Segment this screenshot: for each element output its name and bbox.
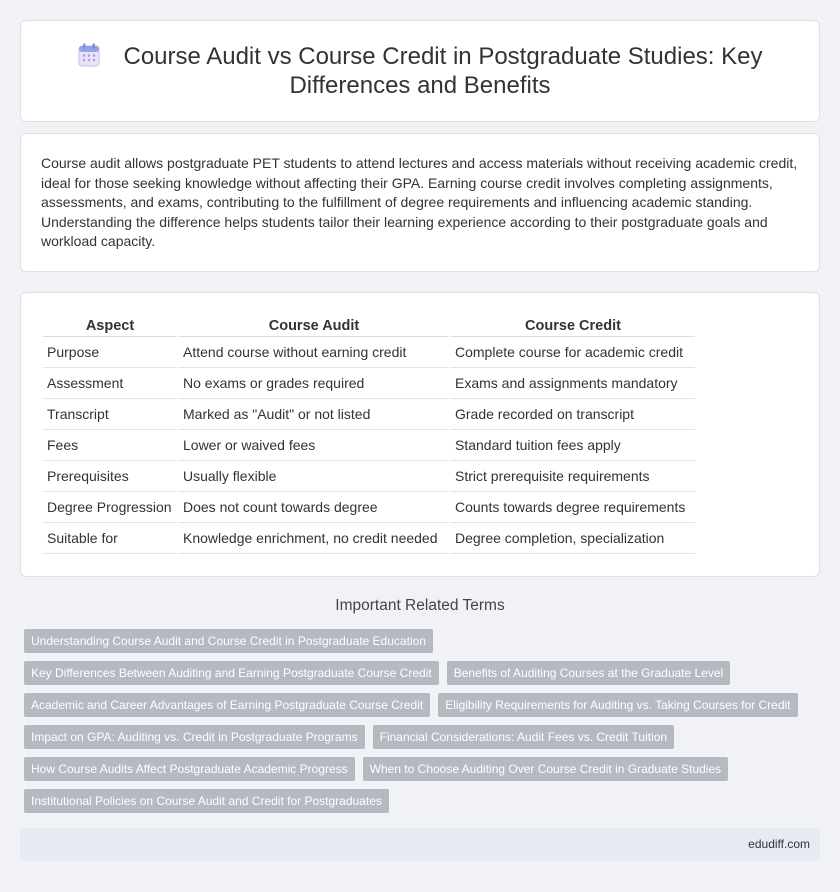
cell-credit: Complete course for academic credit (451, 337, 695, 368)
cell-audit: Knowledge enrichment, no credit needed (179, 523, 449, 554)
table-row (43, 368, 695, 399)
cell-audit: Lower or waived fees (179, 430, 449, 461)
related-term-tag[interactable]: How Course Audits Affect Postgraduate Academic Progress (24, 757, 355, 781)
related-terms-title: Important Related Terms (335, 597, 505, 614)
table-row (43, 492, 695, 523)
related-term-tag[interactable]: Eligibility Requirements for Auditing vs. Taking Courses for Credit (438, 693, 797, 717)
table-row (43, 399, 695, 430)
page-title (61, 42, 779, 100)
cell-audit: No exams or grades required (179, 368, 449, 399)
title-text: Course Audit vs Course Credit in Postgraduate Studies: Key Differences and Benefits (123, 43, 763, 99)
header-course-audit: Course Audit (179, 315, 449, 337)
cell-credit: Standard tuition fees apply (451, 430, 695, 461)
header-card (20, 20, 820, 122)
cell-aspect: Fees (43, 430, 177, 461)
cell-audit: Marked as "Audit" or not listed (179, 399, 449, 430)
table-row (43, 461, 695, 492)
cell-credit: Exams and assignments mandatory (451, 368, 695, 399)
related-term-tag[interactable]: Financial Considerations: Audit Fees vs. Credit Tuition (373, 725, 674, 749)
table-header-row (43, 315, 695, 337)
cell-credit: Grade recorded on transcript (451, 399, 695, 430)
cell-aspect: Degree Progression (43, 492, 177, 523)
cell-aspect: Prerequisites (43, 461, 177, 492)
footer-site-link[interactable]: edudiff.com (748, 837, 810, 851)
comparison-table (41, 315, 697, 554)
cell-aspect: Purpose (43, 337, 177, 368)
related-term-tag[interactable]: Key Differences Between Auditing and Earning Postgraduate Course Credit (24, 661, 439, 685)
summary-text: Course audit allows postgraduate PET students to attend lectures and access materials without receiving academic credit, ideal for those seeking knowledge without affecting their GPA. Earning course credit involves completing assignments, assessments, and exams, contributing to the fulfillment of degree requirements and influencing academic standing. Understanding the difference helps students tailor their learning experience according to their postgraduate goals and workload capacity. (41, 155, 798, 249)
related-term-tag[interactable]: Benefits of Auditing Courses at the Graduate Level (447, 661, 731, 685)
footer (20, 828, 820, 861)
cell-audit: Attend course without earning credit (179, 337, 449, 368)
table-row (43, 337, 695, 368)
cell-audit: Usually flexible (179, 461, 449, 492)
cell-credit: Strict prerequisite requirements (451, 461, 695, 492)
related-term-tag[interactable]: When to Choose Auditing Over Course Credit in Graduate Studies (363, 757, 729, 781)
related-terms-list (24, 629, 814, 813)
related-term-tag[interactable]: Impact on GPA: Auditing vs. Credit in Postgraduate Programs (24, 725, 365, 749)
calendar-icon (78, 43, 100, 67)
related-term-tag[interactable]: Institutional Policies on Course Audit and Credit for Postgraduates (24, 789, 389, 813)
cell-audit: Does not count towards degree (179, 492, 449, 523)
summary-card (20, 133, 820, 272)
cell-aspect: Transcript (43, 399, 177, 430)
table-row (43, 523, 695, 554)
comparison-table-card (20, 292, 820, 577)
header-course-credit: Course Credit (451, 315, 695, 337)
related-term-tag[interactable]: Understanding Course Audit and Course Credit in Postgraduate Education (24, 629, 433, 653)
cell-credit: Degree completion, specialization (451, 523, 695, 554)
cell-credit: Counts towards degree requirements (451, 492, 695, 523)
cell-aspect: Suitable for (43, 523, 177, 554)
cell-aspect: Assessment (43, 368, 177, 399)
related-term-tag[interactable]: Academic and Career Advantages of Earning Postgraduate Course Credit (24, 693, 430, 717)
header-aspect: Aspect (43, 315, 177, 337)
table-row (43, 430, 695, 461)
